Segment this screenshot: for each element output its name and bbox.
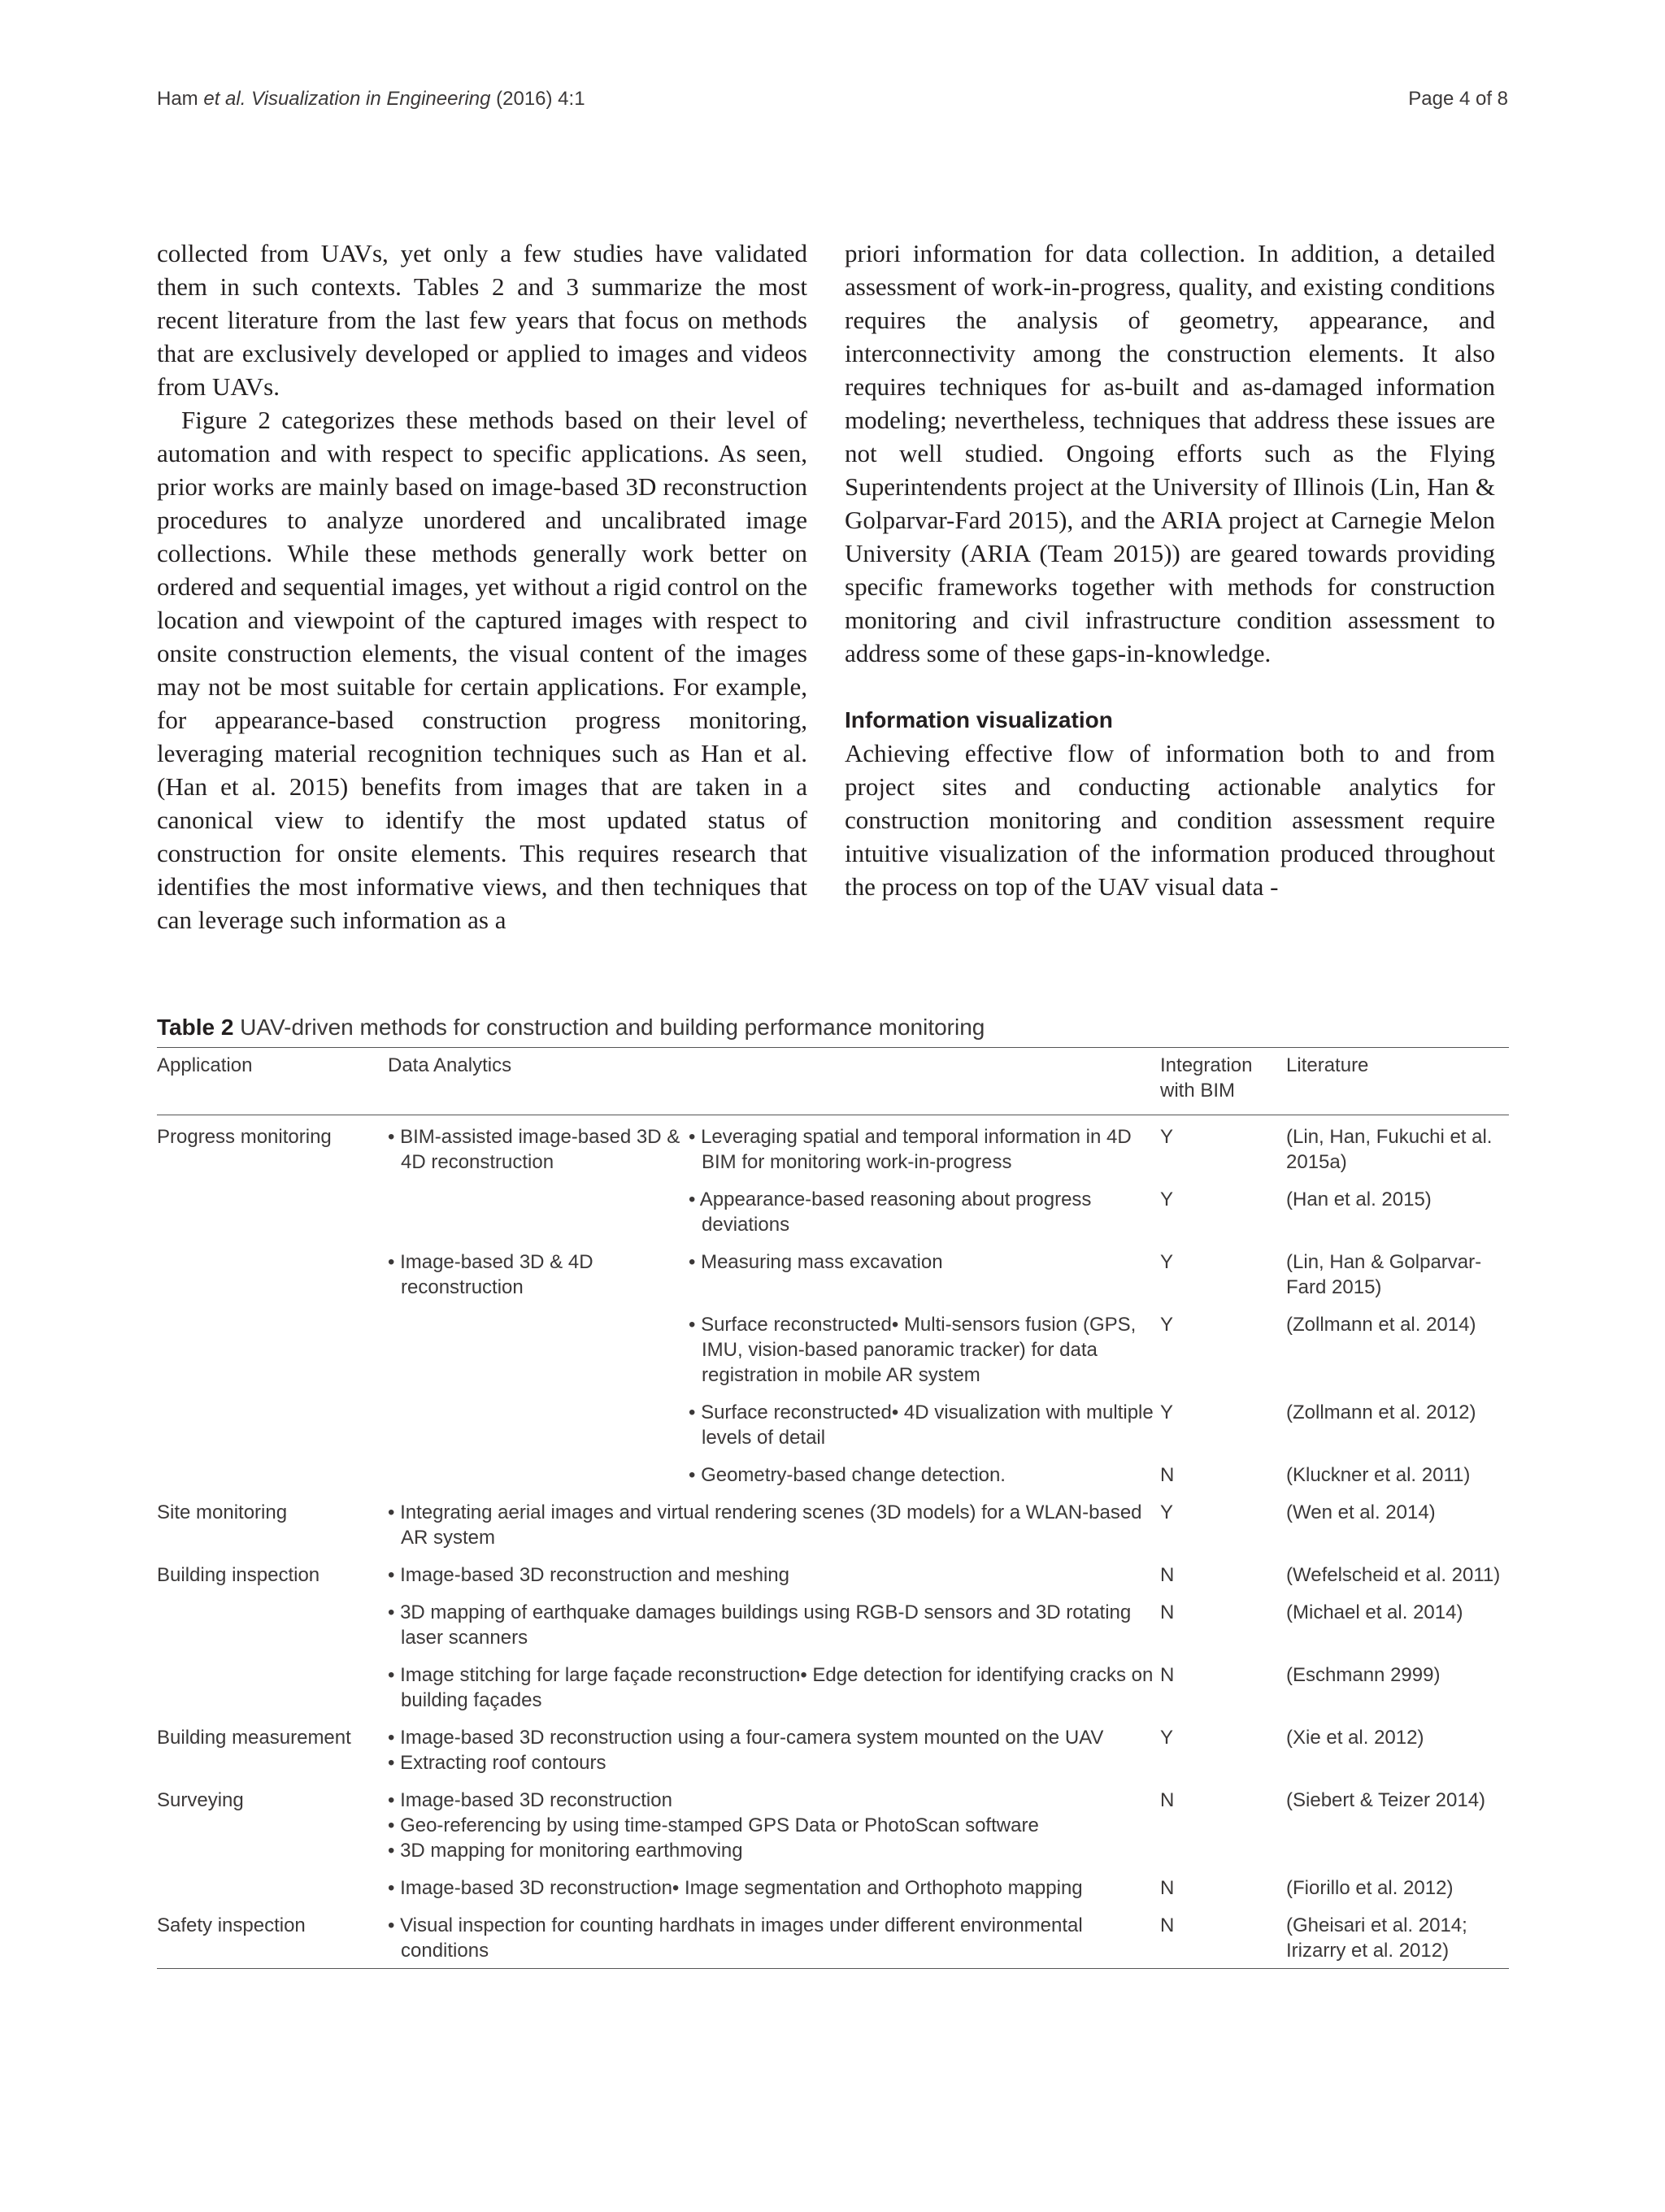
literature-cell: (Zollmann et al. 2014) bbox=[1286, 1314, 1476, 1336]
bullet-text: • Appearance-based reasoning about progress deviations bbox=[689, 1189, 1092, 1236]
table-row bbox=[157, 1241, 1509, 1303]
running-citation bbox=[157, 88, 585, 111]
table-header-row bbox=[157, 1048, 1509, 1115]
method-cell bbox=[388, 1241, 689, 1303]
application-cell bbox=[157, 1654, 388, 1716]
integration-cell: Y bbox=[1160, 1126, 1174, 1148]
table-caption-text: UAV-driven methods for construction and building performance monitoring bbox=[233, 1015, 985, 1040]
integration-cell: Y bbox=[1160, 1189, 1174, 1210]
application-cell bbox=[157, 1391, 388, 1454]
bullet-text: • Leveraging spatial and temporal information in 4D BIM for monitoring work-in-progress bbox=[689, 1126, 1132, 1173]
literature-cell: (Gheisari et al. 2014; Irizarry et al. 2012) bbox=[1286, 1904, 1509, 1969]
table-row bbox=[157, 1554, 1509, 1591]
table-row bbox=[157, 1867, 1509, 1904]
integration-cell: Y bbox=[1160, 1251, 1174, 1273]
application-cell bbox=[157, 1454, 388, 1491]
page-header bbox=[157, 88, 1508, 120]
table-row bbox=[157, 1716, 1509, 1779]
literature-cell: (Wen et al. 2014) bbox=[1286, 1501, 1436, 1523]
detail-cell bbox=[689, 1115, 1160, 1179]
data-analytics-cell bbox=[388, 1867, 1160, 1904]
literature-cell: (Lin, Han, Fukuchi et al. 2015a) bbox=[1286, 1126, 1493, 1173]
application-cell bbox=[157, 1591, 388, 1654]
citation-authors: Ham bbox=[157, 88, 204, 110]
application-cell: Progress monitoring bbox=[157, 1126, 332, 1148]
header-application: Application bbox=[157, 1048, 388, 1115]
method-cell bbox=[388, 1178, 689, 1241]
body-text bbox=[157, 237, 1509, 1009]
method-cell bbox=[388, 1115, 689, 1179]
detail-cell bbox=[689, 1303, 1160, 1391]
integration-cell: Y bbox=[1160, 1727, 1174, 1749]
application-cell: Surveying bbox=[157, 1789, 244, 1811]
application-cell: Building inspection bbox=[157, 1564, 320, 1586]
section-heading: Information visualization bbox=[845, 707, 1113, 732]
paragraph: collected from UAVs, yet only a few studies have validated them in such contexts. Tables 2 and 3 summarize the most recent literature from the last few years that focus on methods that are exclusively developed or applied to images and videos from UAVs. bbox=[157, 239, 807, 401]
table-row bbox=[157, 1454, 1509, 1491]
data-analytics-cell bbox=[388, 1779, 1160, 1867]
integration-cell: N bbox=[1160, 1904, 1286, 1969]
table-row bbox=[157, 1391, 1509, 1454]
table-caption bbox=[157, 1013, 1509, 1042]
detail-cell bbox=[689, 1178, 1160, 1241]
bullet-text: • Geometry-based change detection. bbox=[689, 1464, 1006, 1486]
data-analytics-cell bbox=[388, 1491, 1160, 1554]
method-cell bbox=[388, 1303, 689, 1391]
bullet-text: • Image-based 3D reconstruction• Image segmentation and Orthophoto mapping bbox=[388, 1877, 1083, 1899]
bullet-text: • Integrating aerial images and virtual rendering scenes (3D models) for a WLAN-based AR system bbox=[388, 1501, 1142, 1549]
paragraph: priori information for data collection. In addition, a detailed assessment of work-in-progress, quality, and existing conditions requires the analysis of geometry, appearance, and interconnectivity among the construction elements. It also requires techniques for as-built and as-damaged information modeling; nevertheless, techniques that address these issues are not well studied. Ongoing efforts such as the Flying Superintendents project at the University of Illinois (Lin, Han & Golparvar-Fard 2015), and the ARIA project at Carnegie Melon University (ARIA (Team 2015)) are geared towards providing specific frameworks together with methods for construction monitoring and civil infrastructure condition assessment to address some of these gaps-in-knowledge. bbox=[845, 239, 1495, 667]
table-caption-label: Table 2 bbox=[157, 1015, 234, 1040]
table-row bbox=[157, 1779, 1509, 1867]
header-literature: Literature bbox=[1286, 1048, 1509, 1115]
bullet-text: • Measuring mass excavation bbox=[689, 1251, 943, 1273]
detail-cell bbox=[689, 1391, 1160, 1454]
paragraph: Achieving effective flow of information both to and from project sites and conducting actionable analytics for construction monitoring and condition assessment require intuitive visualization of the information produced throughout the process on top of the UAV visual data - bbox=[845, 739, 1495, 901]
integration-cell: N bbox=[1160, 1877, 1175, 1899]
application-cell bbox=[157, 1178, 388, 1241]
bullet-text: • Extracting roof contours bbox=[388, 1752, 606, 1774]
integration-cell: Y bbox=[1160, 1314, 1174, 1336]
application-cell: Site monitoring bbox=[157, 1501, 288, 1523]
literature-cell: (Kluckner et al. 2011) bbox=[1286, 1464, 1471, 1486]
detail-cell bbox=[689, 1454, 1160, 1491]
table-row bbox=[157, 1654, 1509, 1716]
paragraph: Figure 2 categorizes these methods based on their level of automation and with respect to specific applications. As seen, prior works are mainly based on image-based 3D reconstruction procedures to analyze unordered and uncalibrated image collections. While these methods generally work better on ordered and sequential images, yet without a rigid control on the location and viewpoint of the captured images with respect to onsite construction elements, the visual content of the images may not be most suitable for certain applications. For example, for appearance-based construction progress monitoring, leveraging material recognition techniques such as Han et al. (Han et al. 2015) benefits from images that are taken in a canonical view to identify the most updated status of construction for onsite elements. This requires research that identifies the most informative views, and then techniques that can leverage such information as a bbox=[157, 406, 807, 934]
application-cell bbox=[157, 1303, 388, 1391]
literature-cell: (Fiorillo et al. 2012) bbox=[1286, 1877, 1454, 1899]
header-integration: Integration with BIM bbox=[1160, 1048, 1286, 1115]
bullet-text: • Surface reconstructed• Multi-sensors fusion (GPS, IMU, vision-based panoramic tracker) for data registration in mobile AR system bbox=[689, 1314, 1137, 1386]
integration-cell: N bbox=[1160, 1664, 1175, 1686]
literature-cell: (Siebert & Teizer 2014) bbox=[1286, 1789, 1486, 1811]
table-row bbox=[157, 1115, 1509, 1179]
literature-cell: (Lin, Han & Golparvar-Fard 2015) bbox=[1286, 1251, 1482, 1298]
right-column bbox=[845, 237, 1495, 903]
method-cell bbox=[388, 1454, 689, 1491]
data-analytics-cell bbox=[388, 1904, 1160, 1969]
page-number: Page 4 of 8 bbox=[1408, 88, 1508, 110]
bullet-text: • Surface reconstructed• 4D visualization with multiple levels of detail bbox=[689, 1402, 1154, 1449]
citation-volume: (2016) 4:1 bbox=[490, 88, 585, 110]
left-column bbox=[157, 237, 807, 937]
bullet-text: • Image-based 3D reconstruction using a four-camera system mounted on the UAV bbox=[388, 1727, 1104, 1749]
application-cell bbox=[157, 1241, 388, 1303]
citation-journal: et al. Visualization in Engineering bbox=[203, 88, 491, 110]
integration-cell: N bbox=[1160, 1601, 1175, 1623]
detail-cell bbox=[689, 1241, 1160, 1303]
bullet-text: • Visual inspection for counting hardhats in images under different environmental conditions bbox=[388, 1914, 1083, 1962]
literature-cell: (Xie et al. 2012) bbox=[1286, 1727, 1424, 1749]
data-analytics-cell bbox=[388, 1554, 1160, 1591]
application-cell: Building measurement bbox=[157, 1727, 351, 1749]
literature-cell: (Wefelscheid et al. 2011) bbox=[1286, 1564, 1501, 1586]
bullet-text: • BIM-assisted image-based 3D & 4D reconstruction bbox=[388, 1126, 680, 1173]
literature-cell: (Zollmann et al. 2012) bbox=[1286, 1402, 1476, 1423]
literature-cell: (Eschmann 2999) bbox=[1286, 1664, 1441, 1686]
bullet-text: • 3D mapping for monitoring earthmoving bbox=[388, 1840, 743, 1862]
methods-table bbox=[157, 1047, 1509, 1969]
application-cell bbox=[157, 1867, 388, 1904]
data-analytics-cell bbox=[388, 1591, 1160, 1654]
bullet-text: • Geo-referencing by using time-stamped GPS Data or PhotoScan software bbox=[388, 1814, 1039, 1836]
integration-cell: N bbox=[1160, 1789, 1175, 1811]
data-analytics-cell bbox=[388, 1654, 1160, 1716]
integration-cell: N bbox=[1160, 1564, 1175, 1586]
table-row bbox=[157, 1178, 1509, 1241]
table-row bbox=[157, 1491, 1509, 1554]
header-data-analytics: Data Analytics bbox=[388, 1048, 1160, 1115]
table-2 bbox=[157, 1013, 1509, 1969]
bullet-text: • Image-based 3D & 4D reconstruction bbox=[388, 1251, 593, 1298]
bullet-text: • 3D mapping of earthquake damages buildings using RGB-D sensors and 3D rotating laser scanners bbox=[388, 1601, 1132, 1649]
data-analytics-cell bbox=[388, 1716, 1160, 1779]
literature-cell: (Michael et al. 2014) bbox=[1286, 1601, 1463, 1623]
integration-cell: Y bbox=[1160, 1501, 1174, 1523]
bullet-text: • Image stitching for large façade reconstruction• Edge detection for identifying cracks on building façades bbox=[388, 1664, 1154, 1711]
table-row bbox=[157, 1904, 1509, 1969]
table-row bbox=[157, 1591, 1509, 1654]
integration-cell: N bbox=[1160, 1464, 1175, 1486]
table-body bbox=[157, 1115, 1509, 1969]
bullet-text: • Image-based 3D reconstruction and meshing bbox=[388, 1564, 790, 1586]
integration-cell: Y bbox=[1160, 1402, 1174, 1423]
application-cell: Safety inspection bbox=[157, 1904, 388, 1969]
method-cell bbox=[388, 1391, 689, 1454]
bullet-text: • Image-based 3D reconstruction bbox=[388, 1789, 672, 1811]
literature-cell: (Han et al. 2015) bbox=[1286, 1189, 1432, 1210]
table-row bbox=[157, 1303, 1509, 1391]
